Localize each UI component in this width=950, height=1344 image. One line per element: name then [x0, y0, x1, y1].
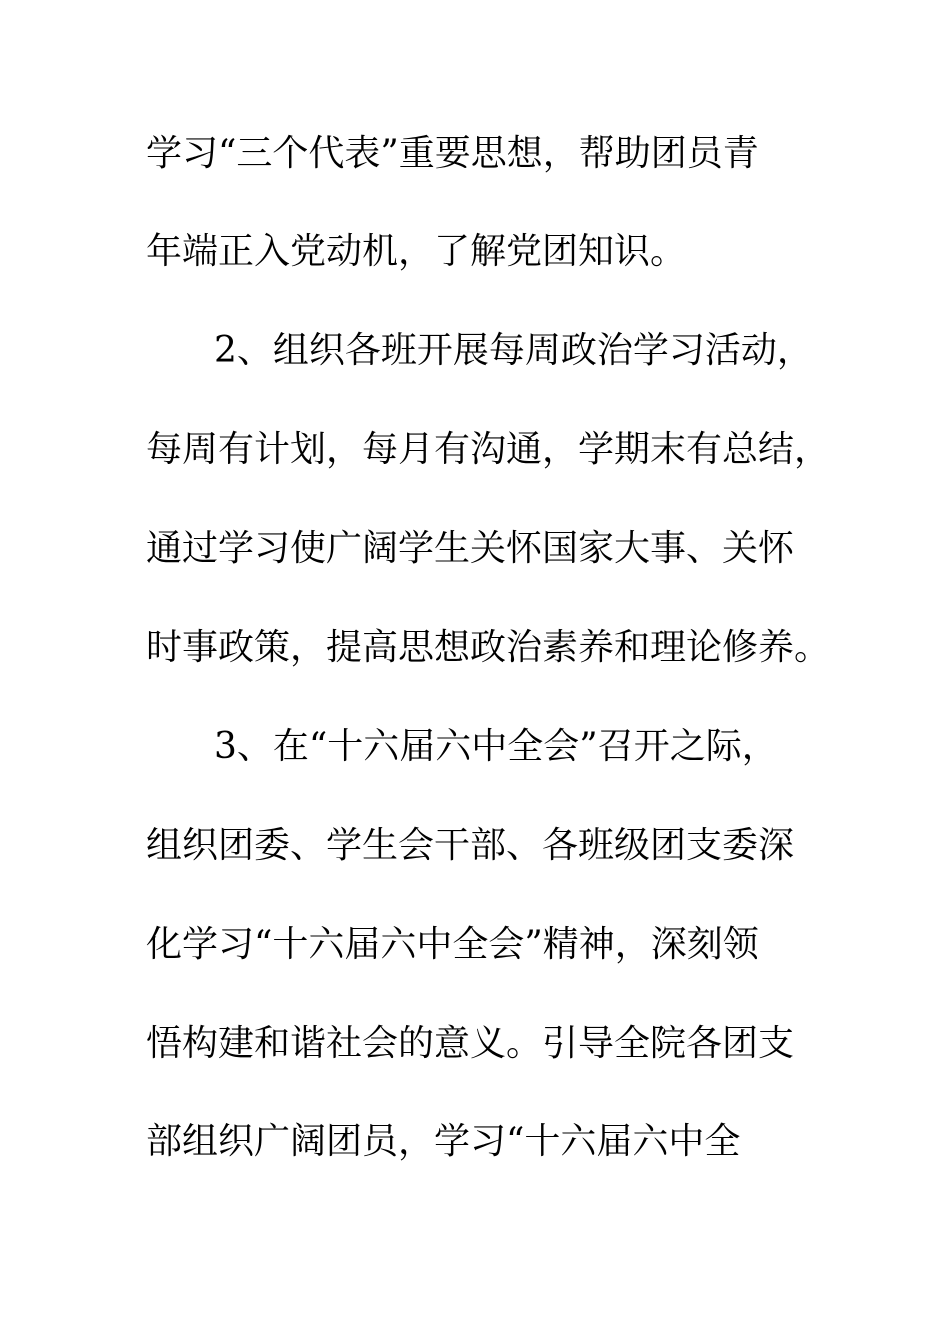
paragraph-3-line-1: 3、在“十六届六中全会”召开之际， [214, 726, 778, 767]
paragraph-3-line-5: 部组织广阔团员，学习“十六届六中全 [146, 1121, 741, 1162]
paragraph-3-line-2: 组织团委、学生会干部、各班级团支委深 [146, 825, 795, 866]
text-line-2: 年端正入党动机，了解党团知识。 [146, 231, 687, 272]
paragraph-3-line-4: 悟构建和谐社会的意义。引导全院各团支 [146, 1023, 795, 1064]
paragraph-2-line-2: 每周有计划，每月有沟通，学期末有总结， [146, 429, 831, 470]
paragraph-2-line-1: 2、组织各班开展每周政治学习活动， [214, 330, 813, 371]
text-line-1: 学习“三个代表”重要思想，帮助团员青 [146, 133, 759, 174]
paragraph-2-line-3: 通过学习使广阔学生关怀国家大事、关怀 [146, 528, 795, 569]
paragraph-3-line-3: 化学习“十六届六中全会”精神，深刻领 [146, 924, 759, 965]
paragraph-2-line-4: 时事政策，提高思想政治素养和理论修养。 [146, 627, 831, 668]
